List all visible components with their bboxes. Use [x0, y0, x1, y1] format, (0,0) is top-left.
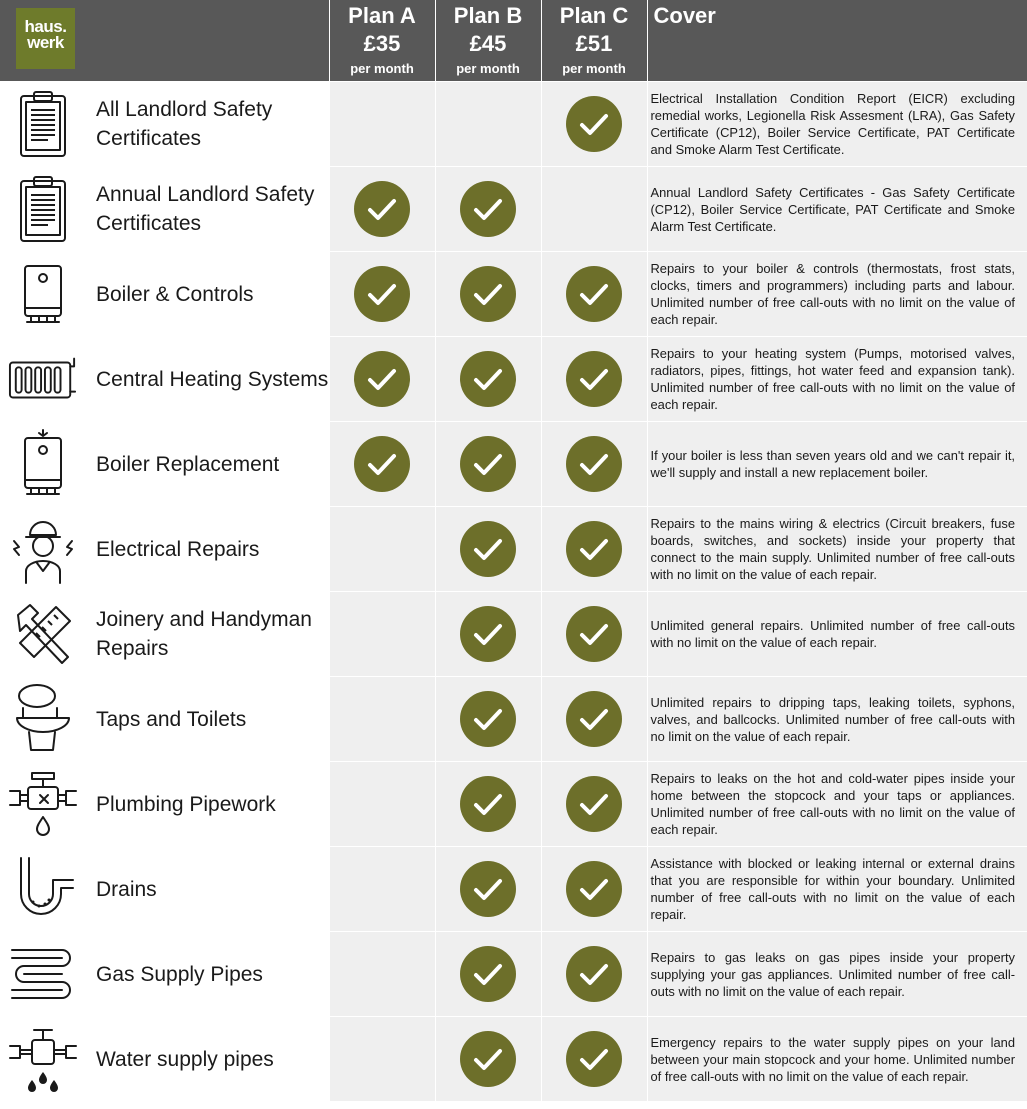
check-icon — [354, 181, 410, 237]
logo-line-2: werk — [27, 33, 64, 52]
plan-b-cell — [435, 677, 541, 762]
check-icon — [566, 96, 622, 152]
check-icon — [566, 606, 622, 662]
boiler-replacement-icon — [8, 426, 78, 502]
plan-price: £51 — [575, 31, 613, 56]
pipe-valve-icon — [8, 766, 78, 842]
cover-header: Cover — [647, 0, 1027, 82]
plan-period: per month — [562, 61, 626, 76]
service-name: Central Heating Systems — [96, 367, 329, 391]
check-icon — [460, 776, 516, 832]
service-name: Boiler & Controls — [96, 282, 254, 306]
plan-c-cell — [541, 167, 647, 252]
check-icon — [354, 436, 410, 492]
check-icon — [460, 946, 516, 1002]
check-icon — [460, 691, 516, 747]
plan-b-cell — [435, 592, 541, 677]
plan-a-cell — [329, 932, 435, 1017]
cover-description: Repairs to gas leaks on gas pipes inside your property supplying your gas appliances. Unlimited number of free call-outs with no limit on the value of each repair. — [650, 949, 1015, 999]
check-icon — [460, 181, 516, 237]
plan-c-cell — [541, 1017, 647, 1102]
header-row — [0, 0, 1027, 82]
service-row — [0, 1017, 1027, 1102]
check-icon — [566, 946, 622, 1002]
plan-b-cell — [435, 847, 541, 932]
plan-c-header — [541, 0, 647, 82]
cover-cell — [647, 82, 1027, 167]
service-name-cell — [0, 932, 329, 1017]
plan-c-cell — [541, 762, 647, 847]
service-name-cell — [0, 167, 329, 252]
service-row — [0, 252, 1027, 337]
service-row — [0, 762, 1027, 847]
service-row — [0, 422, 1027, 507]
check-icon — [566, 521, 622, 577]
gas-pipe-icon — [8, 936, 78, 1012]
plan-name: Plan A — [348, 3, 416, 28]
service-name-cell — [0, 422, 329, 507]
plan-b-cell — [435, 82, 541, 167]
service-name: Joinery and Handyman Repairs — [96, 608, 312, 660]
water-pipe-icon — [8, 1021, 78, 1097]
service-name: Electrical Repairs — [96, 537, 260, 561]
plan-b-cell — [435, 167, 541, 252]
plan-a-cell — [329, 677, 435, 762]
check-icon — [460, 521, 516, 577]
electrician-icon — [8, 511, 78, 587]
cover-cell — [647, 677, 1027, 762]
cover-description: Unlimited repairs to dripping taps, leaking toilets, syphons, valves, and ballcocks. Unlimited number of free call-outs with no limit on the value of each repair. — [650, 694, 1015, 744]
service-name-cell — [0, 847, 329, 932]
check-icon — [460, 1031, 516, 1087]
cover-cell — [647, 847, 1027, 932]
cover-cell — [647, 337, 1027, 422]
plan-b-cell — [435, 932, 541, 1017]
check-icon — [566, 776, 622, 832]
cover-cell — [647, 422, 1027, 507]
service-name-cell — [0, 337, 329, 422]
service-name: Annual Landlord Safety Certificates — [96, 183, 315, 235]
plan-a-cell — [329, 762, 435, 847]
check-icon — [566, 351, 622, 407]
service-name-cell — [0, 82, 329, 167]
plan-c-cell — [541, 847, 647, 932]
cover-cell — [647, 167, 1027, 252]
service-name: All Landlord Safety Certificates — [96, 98, 273, 150]
cover-description: Unlimited general repairs. Unlimited number of free call-outs with no limit on the value of each repair. — [650, 618, 1015, 650]
service-row — [0, 932, 1027, 1017]
plan-name: Plan B — [453, 3, 523, 28]
logo-cell — [0, 0, 329, 82]
check-icon — [460, 266, 516, 322]
cover-description: Annual Landlord Safety Certificates - Gas Safety Certificate (CP12), Boiler Service Certificate, PAT Certificate and Smoke Alarm Test Certificate. — [650, 184, 1015, 234]
service-row — [0, 507, 1027, 592]
check-icon — [566, 266, 622, 322]
plan-b-cell — [435, 762, 541, 847]
cover-cell — [647, 252, 1027, 337]
plan-b-cell — [435, 1017, 541, 1102]
plan-a-cell — [329, 507, 435, 592]
cover-description: Repairs to your boiler & controls (thermostats, frost stats, clocks, timers and programmers) including parts and labour. Unlimited number of free call-outs with no limit on the value of each repair. — [650, 261, 1015, 327]
service-row — [0, 82, 1027, 167]
cover-description: Repairs to your heating system (Pumps, motorised valves, radiators, pipes, fittings, hot water feed and expansion tank). Unlimited number of free call-outs with no limit on the value of each repair. — [650, 346, 1015, 412]
check-icon — [354, 266, 410, 322]
service-name-cell — [0, 252, 329, 337]
check-icon — [566, 436, 622, 492]
plan-a-cell — [329, 422, 435, 507]
plan-a-cell — [329, 1017, 435, 1102]
service-name: Plumbing Pipework — [96, 792, 276, 816]
plan-a-header — [329, 0, 435, 82]
tools-icon — [8, 596, 78, 672]
plan-c-cell — [541, 422, 647, 507]
plan-price: £45 — [469, 31, 507, 56]
service-name: Water supply pipes — [96, 1047, 274, 1071]
service-row — [0, 337, 1027, 422]
cover-cell — [647, 762, 1027, 847]
cover-cell — [647, 932, 1027, 1017]
plan-b-cell — [435, 252, 541, 337]
plan-c-cell — [541, 677, 647, 762]
plan-a-cell — [329, 337, 435, 422]
check-icon — [566, 1031, 622, 1087]
cover-description: Assistance with blocked or leaking internal or external drains that you are responsible for within your boundary. Unlimited number of free call-outs with no limit on the value of each repair. — [650, 856, 1015, 922]
check-icon — [460, 351, 516, 407]
plan-c-cell — [541, 507, 647, 592]
plan-period: per month — [350, 61, 414, 76]
plan-name: Plan C — [559, 3, 629, 28]
plan-a-cell — [329, 252, 435, 337]
service-name: Drains — [96, 877, 157, 901]
check-icon — [460, 861, 516, 917]
clipboard-icon — [8, 171, 78, 247]
plan-a-cell — [329, 82, 435, 167]
plan-price: £35 — [363, 31, 401, 56]
cover-cell — [647, 1017, 1027, 1102]
plan-c-cell — [541, 592, 647, 677]
service-row — [0, 592, 1027, 677]
check-icon — [460, 436, 516, 492]
check-icon — [460, 606, 516, 662]
service-name-cell — [0, 507, 329, 592]
check-icon — [566, 861, 622, 917]
hauswerk-logo — [16, 8, 75, 69]
service-name-cell — [0, 592, 329, 677]
cover-description: Repairs to leaks on the hot and cold-water pipes inside your home between the stopcock and your taps or appliances. Unlimited number of free call-outs with no limit on the value of each repair. — [650, 771, 1015, 837]
boiler-icon — [8, 256, 78, 332]
toilet-icon — [8, 681, 78, 757]
plan-period: per month — [456, 61, 520, 76]
plan-c-cell — [541, 252, 647, 337]
service-name: Taps and Toilets — [96, 707, 247, 731]
drain-trap-icon — [8, 851, 78, 927]
cover-cell — [647, 592, 1027, 677]
service-row — [0, 847, 1027, 932]
cover-cell — [647, 507, 1027, 592]
logo-line-1: haus. — [24, 17, 67, 36]
service-row — [0, 167, 1027, 252]
radiator-icon — [8, 341, 78, 417]
plan-b-header — [435, 0, 541, 82]
plan-b-cell — [435, 507, 541, 592]
cover-description: If your boiler is less than seven years old and we can't repair it, we'll supply and install a new replacement boiler. — [650, 448, 1015, 480]
plan-c-cell — [541, 337, 647, 422]
clipboard-icon — [8, 86, 78, 162]
plan-c-cell — [541, 82, 647, 167]
plan-a-cell — [329, 847, 435, 932]
plan-b-cell — [435, 422, 541, 507]
service-name-cell — [0, 1017, 329, 1102]
service-row — [0, 677, 1027, 762]
check-icon — [566, 691, 622, 747]
check-icon — [354, 351, 410, 407]
plan-c-cell — [541, 932, 647, 1017]
service-name: Boiler Replacement — [96, 452, 280, 476]
plan-a-cell — [329, 592, 435, 677]
plan-a-cell — [329, 167, 435, 252]
cover-description: Emergency repairs to the water supply pipes on your land between your main stopcock and your home. Unlimited number of free call-outs with no limit on the value of each repair. — [650, 1034, 1015, 1084]
cover-description: Repairs to the mains wiring & electrics (Circuit breakers, fuse boards, switches, and sockets) inside your property that connect to the main supply. Unlimited number of free call-outs with no limit on the value of each repair. — [650, 516, 1015, 582]
service-name-cell — [0, 762, 329, 847]
service-name-cell — [0, 677, 329, 762]
cover-description: Electrical Installation Condition Report (EICR) excluding remedial works, Legionella Risk Assesment (LRA), Gas Safety Certificate (CP12), Boiler Service Certificate, PAT Certificate and Smoke Alarm Test Certificate. — [650, 91, 1015, 157]
plan-b-cell — [435, 337, 541, 422]
service-name: Gas Supply Pipes — [96, 962, 263, 986]
